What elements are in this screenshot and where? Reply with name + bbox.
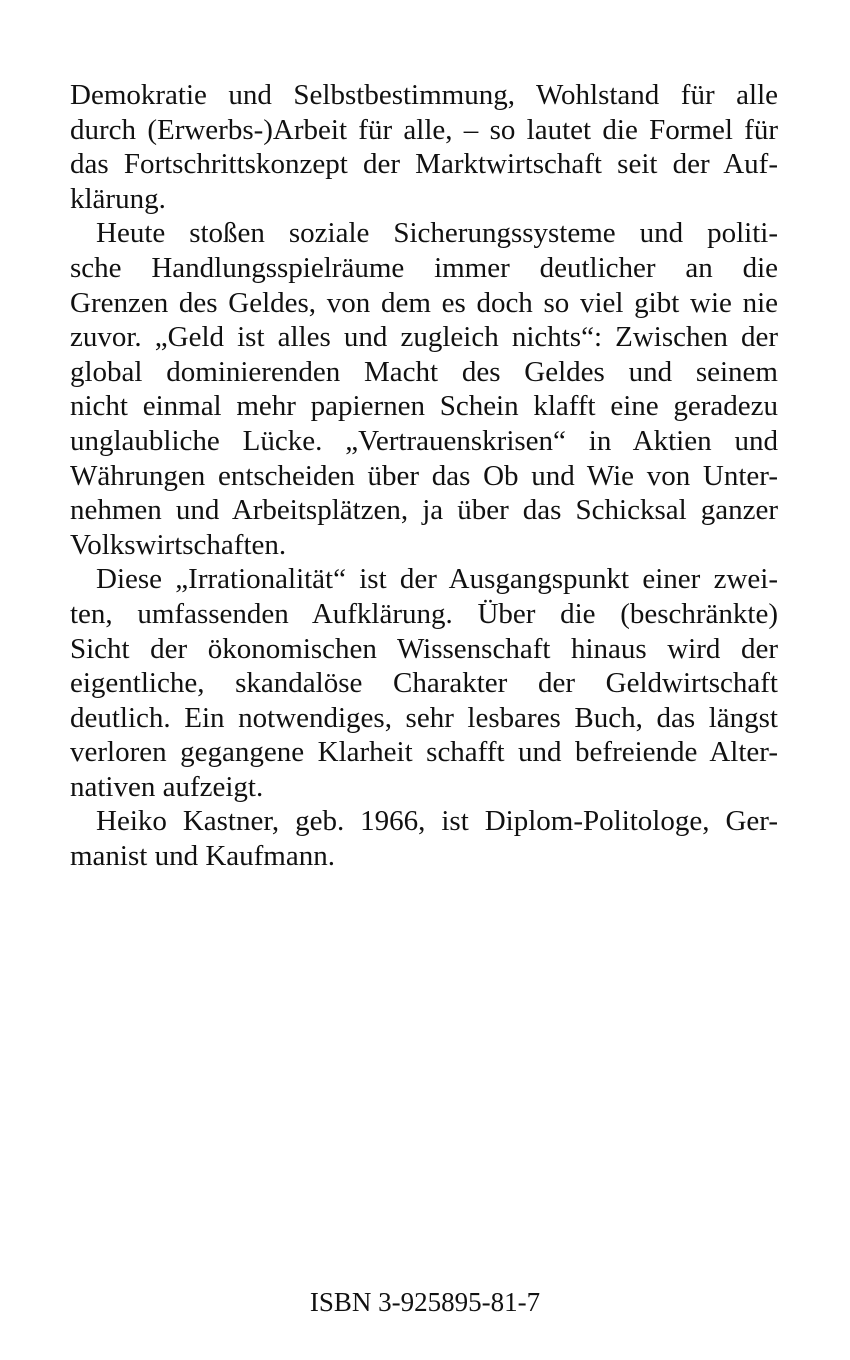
paragraph-2-line-8: Währungen entscheiden über das Ob und Wie von Unter- xyxy=(70,459,778,492)
author-bio-line-2: manist und Kaufmann. xyxy=(70,840,335,873)
paragraph-2-line-5: global dominierenden Macht des Geldes und seinem xyxy=(70,355,778,388)
paragraph-2-line-7: unglaubliche Lücke. „Vertrauenskrisen“ in Aktien und xyxy=(70,424,778,457)
paragraph-3-line-1: Diese „Irrationalität“ ist der Ausgangspunkt einer zwei- xyxy=(96,563,778,596)
author-bio-line-1: Heiko Kastner, geb. 1966, ist Diplom-Politologe, Ger- xyxy=(96,805,778,838)
paragraph-3-line-6: verloren gegangene Klarheit schafft und befreiende Alter- xyxy=(70,736,778,769)
paragraph-3-line-5: deutlich. Ein notwendiges, sehr lesbares Buch, das längst xyxy=(70,701,778,734)
isbn-number: ISBN 3-925895-81-7 xyxy=(309,1287,541,1317)
paragraph-2-line-1: Heute stoßen soziale Sicherungssysteme und politi- xyxy=(96,217,778,250)
paragraph-2-line-3: Grenzen des Geldes, von dem es doch so viel gibt wie nie xyxy=(70,286,778,319)
paragraph-2-line-9: nehmen und Arbeitsplätzen, ja über das Schicksal ganzer xyxy=(70,494,778,527)
paragraph-3-line-2: ten, umfassenden Aufklärung. Über die (beschränkte) xyxy=(70,597,778,630)
paragraph-1-line-2: durch (Erwerbs-)Arbeit für alle, – so lautet die Formel für xyxy=(70,113,778,146)
paragraph-2-line-10: Volkswirtschaften. xyxy=(70,528,287,561)
paragraph-3-line-7: nativen aufzeigt. xyxy=(70,770,264,803)
paragraph-1-line-4: klärung. xyxy=(70,182,166,215)
paragraph-2-line-2: sche Handlungsspielräume immer deutlicher an die xyxy=(70,251,778,284)
paragraph-2-line-6: nicht einmal mehr papiernen Schein klafft eine geradezu xyxy=(70,390,778,423)
paragraph-2-line-4: zuvor. „Geld ist alles und zugleich nichts“: Zwischen der xyxy=(70,321,778,354)
paragraph-3-line-4: eigentliche, skandalöse Charakter der Geldwirtschaft xyxy=(70,667,778,700)
paragraph-1-line-1: Demokratie und Selbstbestimmung, Wohlstand für alle xyxy=(70,79,778,111)
blurb-text xyxy=(70,78,778,874)
paragraph-1-line-3: das Fortschrittskonzept der Marktwirtschaft seit der Auf- xyxy=(70,148,778,181)
paragraph-3-line-3: Sicht der ökonomischen Wissenschaft hinaus wird der xyxy=(70,632,778,665)
